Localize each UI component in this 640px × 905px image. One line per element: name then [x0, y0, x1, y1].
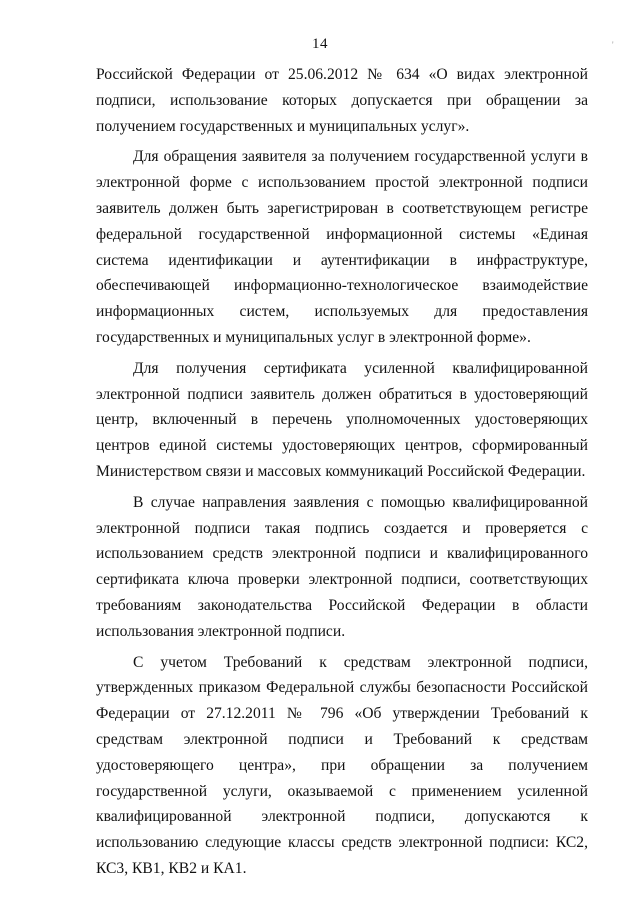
- paragraph-simple-signature-registration: Для обращения заявителя за получением государственной услуги в электронной форме с использованием простой электронной подписи заявитель должен быть зарегистрирован в соответствующем регистре федеральной государственной информационной системы «Единая система идентификации и аутентификации в инфраструктуре, обеспечивающей информационно-технологическое взаимодействие информационных систем, используемых для предоставления государственных и муниципальных услуг в электронной форме».: [96, 148, 588, 346]
- paragraph-certificate-center: Для получения сертификата усиленной квалифицированной электронной подписи заявитель должен обратиться в удостоверяющий центр, включенный в перечень уполномоченных удостоверяющих центров единой системы удостоверяющих центров, сформированный Министерством связи и массовых коммуникаций Российской Федерации.: [96, 359, 588, 480]
- paragraph-qualified-signature-verification: В случае направления заявления с помощью квалифицированной электронной подписи такая подпись создается и проверяется с использованием средств электронной подписи и квалифицированного сертификата ключа проверки электронной подписи, соответствующих требованиям законодательства Российской Федерации в области использования электронной подписи.: [96, 493, 588, 640]
- document-body: [96, 62, 588, 882]
- page-number: 14: [312, 36, 328, 52]
- paragraph-continuation: Российской Федерации от 25.06.2012 № 634 «О видах электронной подписи, использование которых допускается при обращении за получением государственных и муниципальных услуг».: [96, 66, 588, 135]
- paragraph-signature-tool-classes: С учетом Требований к средствам электронной подписи, утвержденных приказом Федеральной службы безопасности Российской Федерации от 27.12.2011 № 796 «Об утверждении Требований к средствам электронной подписи и Требований к средствам удостоверяющего центра», при обращении за получением государственной услуги, оказываемой с применением усиленной квалифицированной электронной подписи, допускаются к использованию следующие классы средств электронной подписи: КС2, КС3, КВ1, КВ2 и КА1.: [96, 653, 588, 877]
- margin-mark: ': [612, 40, 614, 50]
